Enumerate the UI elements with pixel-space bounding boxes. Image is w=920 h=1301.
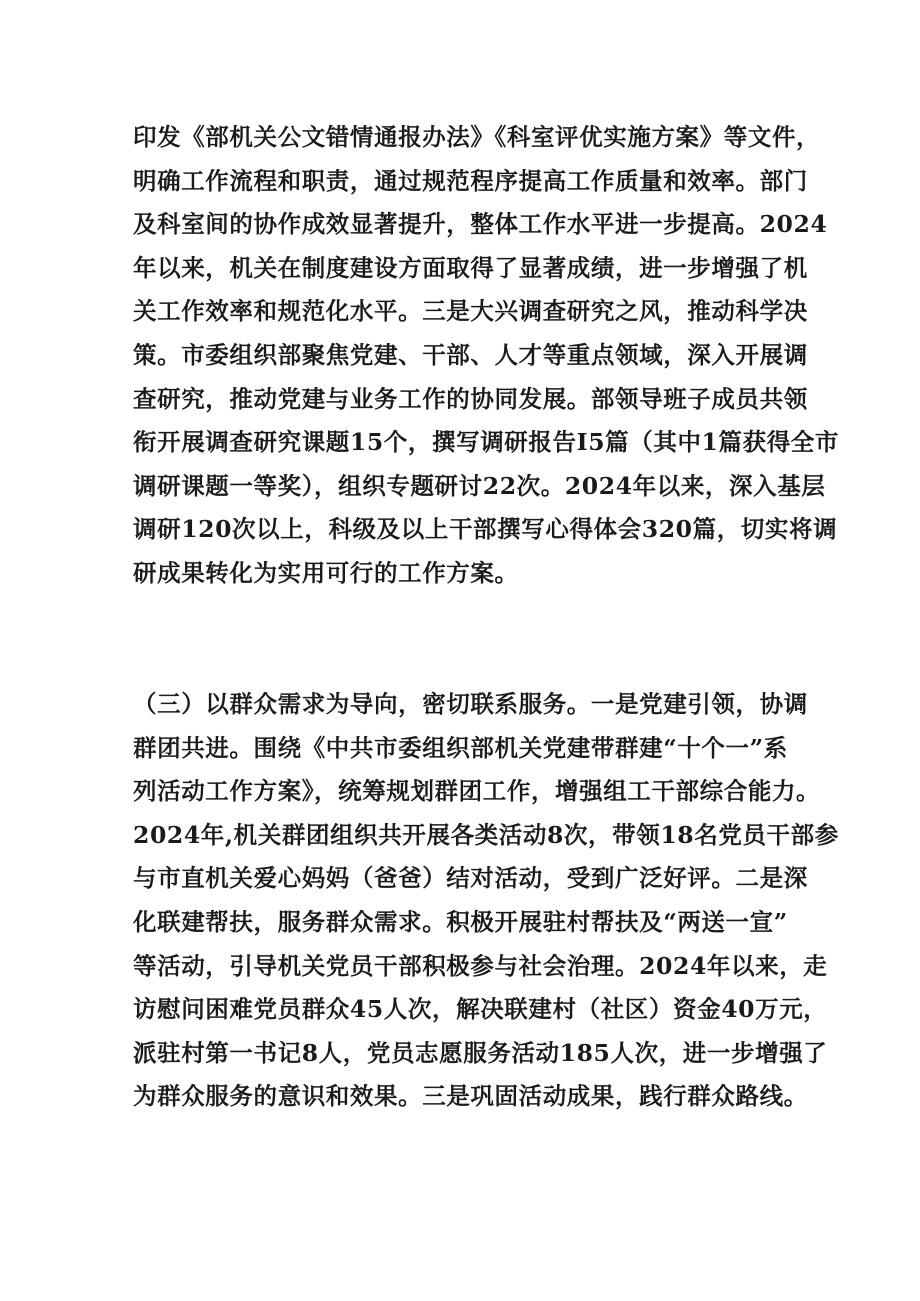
text-line: 查研究，推动党建与业务工作的协同发展。部领导班子成员共领	[133, 384, 808, 413]
body-paragraph-2	[133, 683, 839, 1119]
text-line: 与市直机关爱心妈妈（爸爸）结对活动，受到广泛好评。二是深	[133, 864, 808, 893]
text-line: 等活动，引导机关党员干部积极参与社会治理。2024年以来，走	[133, 951, 828, 980]
section-heading-line: （三）以群众需求为导向，密切联系服务。一是党建引领，协调	[133, 690, 808, 718]
text-line: 群团共进。围绕《中共市委组织部机关党建带群建“十个一”系	[133, 733, 788, 762]
text-line: 及科室间的协作成效显著提升，整体工作水平进一步提高。2024	[133, 210, 828, 239]
text-line: 调研120次以上，科级及以上干部撰写心得体会320篇，切实将调	[133, 515, 838, 544]
body-paragraph-1	[133, 116, 839, 596]
text-line: 调研课题一等奖），组织专题研讨22次。2024年以来，深入基层	[133, 471, 826, 500]
text-line: 印发《部机关公文错情通报办法》《科室评优实施方案》等文件，	[133, 123, 821, 151]
text-line: 研成果转化为实用可行的工作方案。	[133, 558, 519, 587]
text-line: 明确工作流程和职责，通过规范程序提高工作质量和效率。部门	[133, 166, 808, 195]
text-line: 年以来，机关在制度建设方面取得了显著成绩，进一步增强了机	[133, 253, 808, 282]
text-line: 关工作效率和规范化水平。三是大兴调查研究之风，推动科学决	[133, 297, 808, 326]
text-line: 派驻村第一书记8人，党员志愿服务活动185人次，进一步增强了	[133, 1038, 828, 1067]
text-line: 访慰问困难党员群众45人次，解决联建村（社区）资金40万元，	[133, 995, 828, 1024]
text-line: 化联建帮扶，服务群众需求。积极开展驻村帮扶及“两送一宣”	[133, 907, 788, 936]
text-line: 衔开展调查研究课题15个，撰写调研报告I5篇（其中1篇获得全市	[133, 428, 839, 457]
text-line: 列活动工作方案》，统筹规划群团工作，增强组工干部综合能力。	[133, 777, 821, 806]
text-line: 策。市委组织部聚焦党建、干部、人才等重点领域，深入开展调	[133, 340, 808, 369]
text-line: 为群众服务的意识和效果。三是巩固活动成果，践行群众路线。	[133, 1082, 808, 1111]
text-line: 2024年,机关群团组织共开展各类活动8次，带领18名党员干部参	[133, 820, 839, 849]
